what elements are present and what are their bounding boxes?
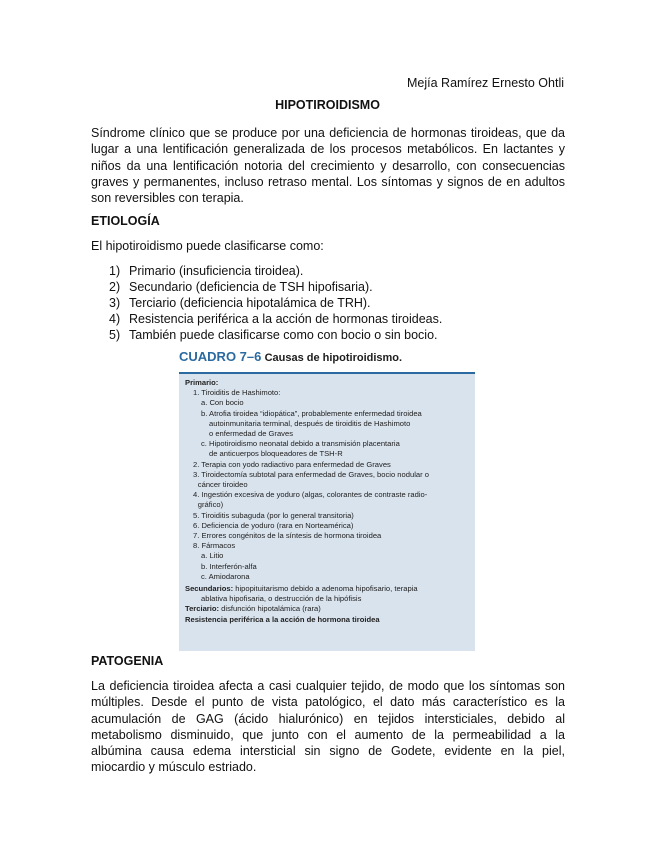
cuadro-footer-line [185, 584, 418, 594]
intro-line: graves y permanentes, incluso retraso mental. Los síntomas y signos de en adultos [91, 174, 565, 189]
cuadro-line: 1. Tiroiditis de Hashimoto: [193, 388, 281, 398]
patogenia-line: miocardio y músculo estriado. [91, 760, 257, 775]
list-item-number: 4) [109, 312, 121, 326]
cuadro-figure [179, 349, 475, 649]
cuadro-line: o enfermedad de Graves [209, 429, 294, 438]
list-item [109, 295, 549, 311]
cuadro-footer-text: ablativa hipofisaria, o destrucción de la hipófisis [201, 594, 362, 604]
patogenia-paragraph [91, 678, 565, 776]
cuadro-line: 7. Errores congénitos de la síntesis de hormona tiroidea [193, 531, 382, 540]
author-name: Mejía Ramírez Ernesto Ohtli [407, 76, 564, 90]
cuadro-line: gráfico) [197, 500, 224, 510]
etiologia-lead: El hipotiroidismo puede clasificarse como: [91, 239, 324, 253]
cuadro-line: cáncer tiroideo [197, 480, 248, 489]
list-item-text: Secundario (deficiencia de TSH hipofisaria). [129, 280, 373, 294]
cuadro-footer-line [185, 615, 380, 625]
cuadro-footer-text: hipopituitarismo debido a adenoma hipofisario, terapia [233, 584, 418, 593]
cuadro-line: c. Amiodarona [201, 571, 250, 581]
intro-line: niños da una lentificación notoria del crecimiento y desarrollo, con consecuencias [91, 158, 565, 173]
etiologia-list [109, 263, 549, 343]
cuadro-line: 6. Deficiencia de yoduro (rara en Norteamérica) [193, 520, 354, 530]
cuadro-line: 3. Tiroidectomía subtotal para enfermedad de Graves, bocio nodular o [193, 469, 429, 479]
patogenia-heading: PATOGENIA [91, 654, 164, 668]
cuadro-line: c. Hipotiroidismo neonatal debido a transmisión placentaria [201, 439, 400, 449]
cuadro-line: de anticuerpos bloqueadores de TSH-R [209, 449, 343, 459]
document-title: HIPOTIROIDISMO [275, 98, 380, 112]
list-item-text: Primario (insuficiencia tiroidea). [129, 264, 304, 278]
list-item-text: Terciario (deficiencia hipotalámica de TRH). [129, 296, 371, 310]
list-item-number: 3) [109, 296, 121, 310]
cuadro-footer-text: disfunción hipotalámica (rara) [219, 604, 321, 614]
cuadro-line: 2. Terapia con yodo radiactivo para enfermedad de Graves [193, 459, 391, 469]
list-item-text: También puede clasificarse como con bocio o sin bocio. [129, 328, 438, 342]
patogenia-line: acumulación de GAG (ácido hialurónico) en tejidos intersticiales, debido al [91, 711, 565, 726]
cuadro-line: b. Atrofia tiroidea “idiopática”, probablemente enfermedad tiroidea [201, 408, 422, 418]
cuadro-line: a. Litio [201, 551, 224, 561]
patogenia-line: albúmina causa edema intersticial sin signo de Godete, evidente en la piel, [91, 744, 565, 759]
patogenia-line: múltiples. Desde el punto de vista patológico, el dato más característico es la [91, 695, 565, 710]
list-item-number: 1) [109, 264, 121, 278]
cuadro-line: 8. Fármacos [193, 541, 236, 551]
list-item-number: 5) [109, 328, 121, 342]
cuadro-line: a. Con bocio [201, 398, 244, 408]
intro-line: lugar a una lentificación generalizada de los procesos metabólicos. En lactantes y [91, 142, 565, 157]
cuadro-footer-label: Secundarios: [185, 584, 234, 593]
patogenia-line: La deficiencia tiroidea afecta a casi cualquier tejido, de modo que los síntomas son [91, 679, 565, 693]
intro-paragraph [91, 125, 565, 206]
cuadro-footer-label: Terciario: [185, 604, 220, 614]
list-item [109, 327, 549, 343]
cuadro-line: 4. Ingestión excesiva de yoduro (algas, colorantes de contraste radio- [193, 490, 428, 500]
intro-line: son reversibles con terapia. [91, 191, 244, 206]
intro-line: Síndrome clínico que se produce por una deficiencia de hormonas tiroideas, que da [91, 126, 565, 140]
cuadro-footer-label: Resistencia periférica a la acción de hormona tiroidea [185, 614, 380, 624]
cuadro-box [179, 372, 475, 651]
cuadro-footer-line [201, 594, 361, 604]
list-item [109, 311, 549, 327]
list-item [109, 263, 549, 279]
cuadro-line: 5. Tiroiditis subaguda (por lo general transitoria) [193, 510, 354, 520]
etiologia-heading: ETIOLOGÍA [91, 214, 160, 228]
cuadro-line: autoinmunitaria terminal, después de tiroiditis de Hashimoto [209, 418, 411, 428]
list-item-text: Resistencia periférica a la acción de hormonas tiroideas. [129, 312, 443, 326]
cuadro-title [179, 349, 475, 373]
list-item [109, 279, 549, 295]
cuadro-line: b. Interferón-alfa [201, 561, 257, 571]
list-item-number: 2) [109, 280, 121, 294]
patogenia-line: metabolismo disminuido, que junto con el aumento de la permeabilidad a la [91, 727, 565, 742]
cuadro-section-label: Primario: [185, 378, 219, 387]
cuadro-footer-line [185, 604, 321, 614]
cuadro-name: Causas de hipotiroidismo. [264, 352, 403, 364]
cuadro-number: CUADRO 7–6 [179, 349, 262, 364]
